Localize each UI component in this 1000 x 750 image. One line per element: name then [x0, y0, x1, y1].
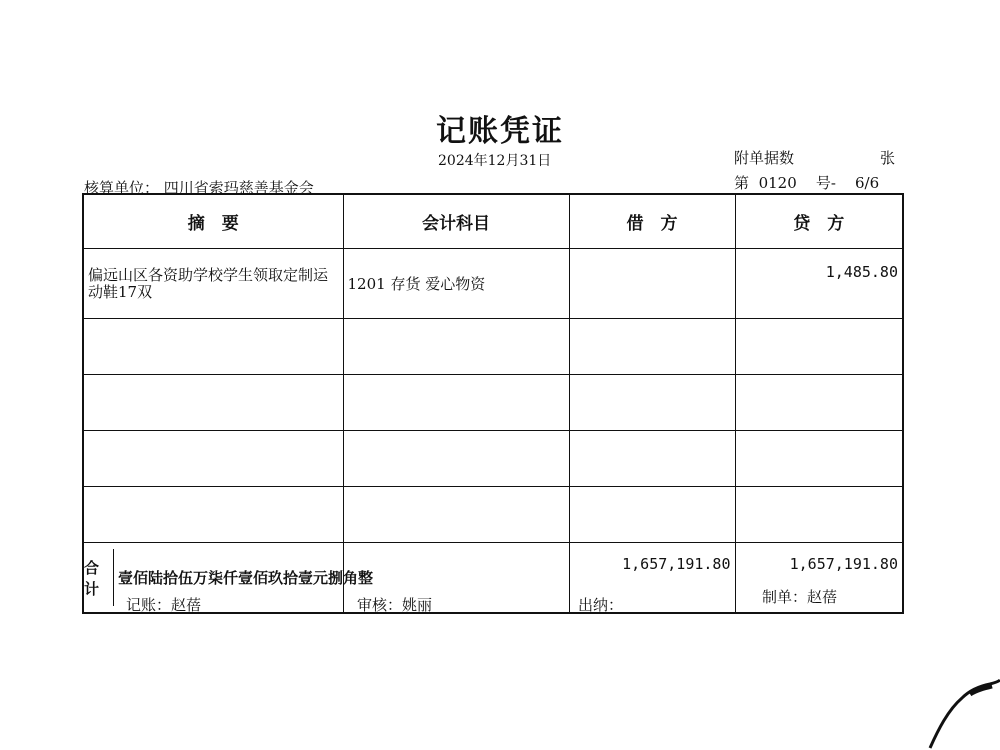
- row-summary: [83, 375, 343, 431]
- bookkeeper-signature: [126, 594, 201, 615]
- voucher-title: 记账凭证: [436, 114, 564, 149]
- column-account: 会计科目: [343, 194, 569, 249]
- row-summary: 偏远山区各资助学校学生领取定制运动鞋17双: [83, 249, 343, 319]
- attachment-unit: 张: [880, 149, 896, 167]
- voucher-prefix: 第: [734, 174, 750, 192]
- attachment-count-label: 附单据数: [734, 149, 795, 167]
- total-label: 合 计: [84, 549, 114, 606]
- table-header-row: [83, 194, 903, 249]
- table-row: [83, 375, 903, 431]
- row-summary: [83, 431, 343, 487]
- row-summary: [83, 487, 343, 543]
- unit-name: 四川省索玛慈善基金会: [163, 179, 314, 197]
- row-debit: [569, 431, 735, 487]
- row-credit: [735, 431, 903, 487]
- voucher-page: 6/6: [854, 174, 880, 192]
- maker-label: 制单：: [762, 588, 808, 606]
- row-account: [343, 319, 569, 375]
- cashier-label: 出纳：: [578, 596, 624, 614]
- total-debit: 1,657,191.80: [569, 543, 735, 614]
- row-debit: [569, 319, 735, 375]
- table-row: [83, 249, 903, 319]
- voucher-date: 2024年12月31日: [438, 153, 552, 169]
- unit-label: 核算单位：: [84, 179, 160, 197]
- column-debit: 借 方: [569, 194, 735, 249]
- column-summary: 摘 要: [83, 194, 343, 249]
- auditor-signature: [357, 594, 432, 615]
- maker-name: 赵蓓: [807, 588, 838, 606]
- total-cell: [83, 543, 374, 614]
- row-credit: [735, 319, 903, 375]
- row-account: [343, 431, 569, 487]
- row-debit: [569, 487, 735, 543]
- voucher-number-line: [734, 172, 879, 193]
- table-row: [83, 431, 903, 487]
- voucher-number: 0120: [758, 174, 797, 192]
- auditor-label: 审核：: [357, 596, 403, 614]
- bookkeeper-label: 记账：: [126, 596, 172, 614]
- table-row: [83, 319, 903, 375]
- bookkeeper-name: 赵蓓: [171, 596, 202, 614]
- maker-signature: [762, 586, 837, 607]
- row-credit: 1,485.80: [735, 249, 903, 319]
- total-credit: 1,657,191.80: [735, 543, 903, 614]
- column-credit: 贷 方: [735, 194, 903, 249]
- row-debit: [569, 249, 735, 319]
- auditor-name: 姚丽: [402, 596, 433, 614]
- voucher-suffix: 号-: [815, 174, 836, 192]
- row-credit: [735, 487, 903, 543]
- row-account: 1201 存货 爱心物资: [343, 249, 569, 319]
- row-credit: [735, 375, 903, 431]
- row-summary: [83, 319, 343, 375]
- row-account: [343, 375, 569, 431]
- table-row: [83, 487, 903, 543]
- voucher-table: [82, 193, 904, 614]
- row-account: [343, 487, 569, 543]
- row-debit: [569, 375, 735, 431]
- total-words: 壹佰陆拾伍万柒仟壹佰玖拾壹元捌角整: [118, 569, 374, 587]
- cashier-signature: [578, 594, 623, 615]
- scan-edge-mark: [900, 670, 1000, 750]
